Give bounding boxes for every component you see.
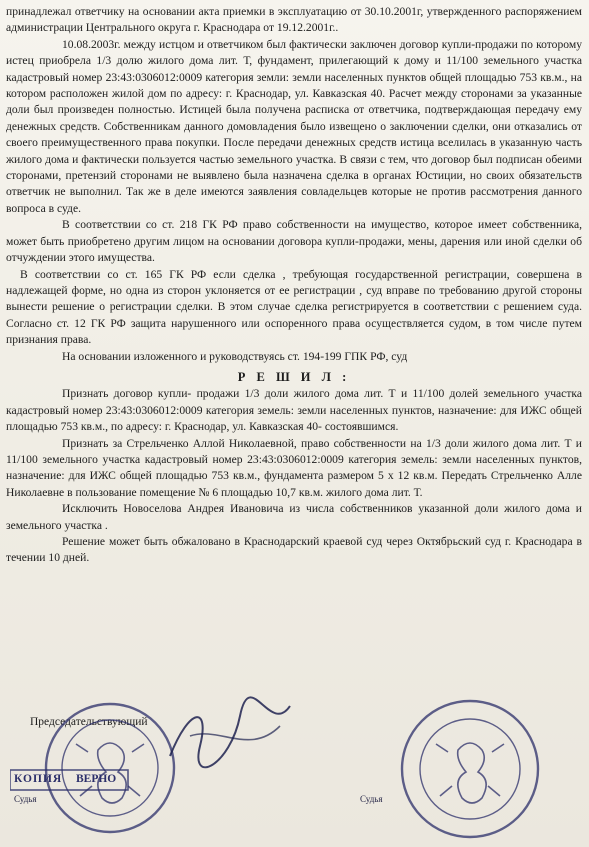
paragraph-article-165: В соответствии со ст. 165 ГК РФ если сделка , требующая государственной регистрации, совершена в надлежащей форме, но одна из сторон уклоняется от ее регистрации , суд вправе по требованию другой стороны вынести решение о регистрации сделки. В этом случае сделка регистрируется в соответствии с решением суда. Согласно ст. 12 ГК РФ защита нарушенного или оспоренного права осуществляется судом, в том числе путем признания права.: [6, 267, 582, 347]
left-court-seal: [10, 690, 180, 840]
verno-stamp-label: ВЕРНО: [76, 773, 117, 785]
decision-heading: Р Е Ш И Л :: [237, 369, 351, 384]
chair-label: Председательствующий: [30, 716, 148, 728]
paragraph-decision-3: Исключить Новоселова Андрея Ивановича из числа собственников указанной доли жилого дома и земельного участка .: [6, 502, 582, 532]
signature-area: [0, 690, 589, 847]
document-body: [6, 4, 582, 567]
judge-label-left: Судья: [14, 794, 37, 804]
paragraph-appeal: Решение может быть обжаловано в Краснодарский краевой суд через Октябрьский суд г. Краснодара в течении 10 дней.: [6, 535, 582, 565]
paragraph-article-218: В соответствии со ст. 218 ГК РФ право собственности на имущество, которое имеет собственника, может быть приобретено другим лицом на основании договора купли-продажи, мены, дарения или иной сделки об отчуждении этого имущества.: [6, 218, 582, 265]
paragraph-facts: 10.08.2003г. между истцом и ответчиком был фактически заключен договор купли-продажи по которому истец приобрела 1/3 долю жилого дома лит. Т, фундамент, прилегающий к дому и 11/100 земельного участка кадастровый номер 23:43:0306012:0009 категория земли: земли населенных пунктов общей площадью 753 кв.м., на котором расположен жилой дом по адресу: г. Краснодар, ул. Кавказская 40. Расчет между сторонами за указанные доли был произведен полностью. Истицей была получена расписка от ответчика, подтверждающая передачу ему денежных средств. Собственникам данного домовладения было извещено о заключении сделки, они отказались от своего преимущественного права покупки. После передачи денежных средств истица вселилась в указанную часть жилого дома и фактически пользуется частью земельного участка. В связи с тем, что договор был подписан обеими сторонами, претензий сторонами не выявлено была назначена сделка в органах Юстиции, но своих обязательств ответчик не выполнил. Так же в деле имеются заявления совладельцев которые не против рассмотрения данного вопроса в суде.: [6, 37, 582, 215]
paragraph-decision-1: Признать договор купли- продажи 1/3 доли жилого дома лит. Т и 11/100 долей земельного участка кадастровый номер 23:43:0306012:0009 категория земель: земли населенных пунктов, назначение: для ИЖС общей площадью 753 кв.м., по адресу: г. Краснодар, ул. Кавказская 40- состоявшимся.: [6, 387, 582, 434]
paragraph-basis: На основании изложенного и руководствуясь ст. 194-199 ГПК РФ, суд: [62, 349, 408, 363]
paragraph-continuation: принадлежал ответчику на основании акта приемки в эксплуатацию от 30.10.2001г, утвержденного распоряжением администрации Центрального округа г. Краснодара от 19.12.2001г..: [6, 5, 582, 35]
judge-signature: [160, 696, 300, 776]
right-court-seal: [395, 694, 545, 844]
judge-label-right: Судья: [360, 794, 383, 804]
paragraph-decision-2: Признать за Стрельченко Аллой Николаевной, право собственности на 1/3 доли жилого дома лит. Т и 11/100 земельного участка кадастровый номер 23:43:0306012:0009 категория земель: земли населенных пунктов, назначение: для ИЖС общей площадью 753 кв.м., фундамента размером 5 х 12 кв.м. Передать Стрельченко Алле Николаевне в пользование помещение № 6 площадью 10,7 кв.м. жилого дома лит. Т.: [6, 436, 582, 499]
copy-stamp-label: КОПИЯ: [14, 773, 63, 785]
